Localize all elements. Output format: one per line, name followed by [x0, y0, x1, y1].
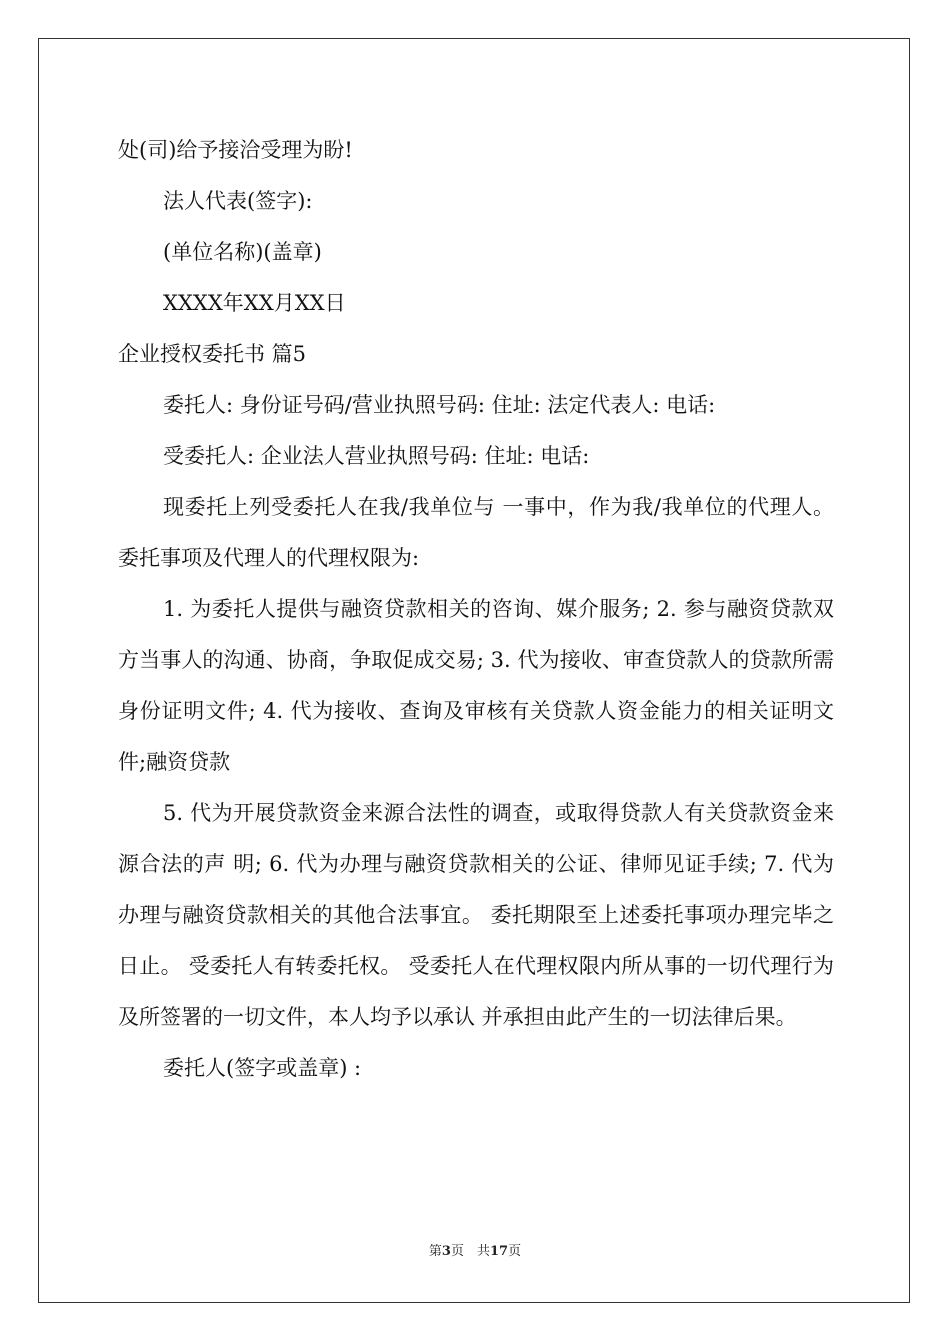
agent-info-paragraph: 受委托人: 企业法人营业执照号码: 住址: 电话: [163, 444, 590, 468]
total-page-number: 17 [489, 1244, 509, 1259]
page-label-suffix: 页 [508, 1244, 522, 1259]
entrusted-matters-paragraph-2: 5. 代为开展贷款资金来源合法性的调查，或取得贷款人有关贷款资金来源合法的声 明; 6. 代为办理与融资贷款相关的公证、律师见证手续; 7. 代为办理与融资贷款相关的其他合法事宜。 委托期限至上述委托事项办理完毕之日止。 受委托人有转委托权。 受委托人在代理权限内所从事的一切代理行为及所签署的一切文件，本人均予以承认 并承担由此产生的一切法律后果。 [118, 801, 834, 1029]
current-page-number: 3 [441, 1244, 451, 1259]
legal-rep-signature-line: 法人代表(签字): [163, 189, 313, 213]
section-title: 企业授权委托书 篇5 [118, 342, 307, 366]
document-body [118, 125, 834, 1094]
entrusted-matters-paragraph-1: 1. 为委托人提供与融资贷款相关的咨询、媒介服务; 2. 参与融资贷款双方当事人的沟通、协商，争取促成交易; 3. 代为接收、审查贷款人的贷款所需身份证明文件; 4. 代为接收、查询及审核有关贷款人资金能力的相关证明文件;融资贷款 [118, 597, 834, 774]
date-line: XXXX年XX月XX日 [163, 291, 346, 315]
page-footer [0, 1243, 950, 1261]
text-line-closing: 处(司)给予接洽受理为盼! [118, 138, 353, 162]
entrust-statement-paragraph: 现委托上列受委托人在我/我单位与 一事中，作为我/我单位的代理人。 委托事项及代理人的代理权限为: [118, 495, 834, 570]
unit-name-seal-line: (单位名称)(盖章) [163, 240, 322, 264]
page-label-mid: 页 共 [450, 1244, 490, 1259]
principal-info-paragraph: 委托人: 身份证号码/营业执照号码: 住址: 法定代表人: 电话: [163, 393, 716, 417]
page-label-prefix: 第 [428, 1244, 442, 1259]
principal-signature-line: 委托人(签字或盖章) : [163, 1056, 362, 1080]
